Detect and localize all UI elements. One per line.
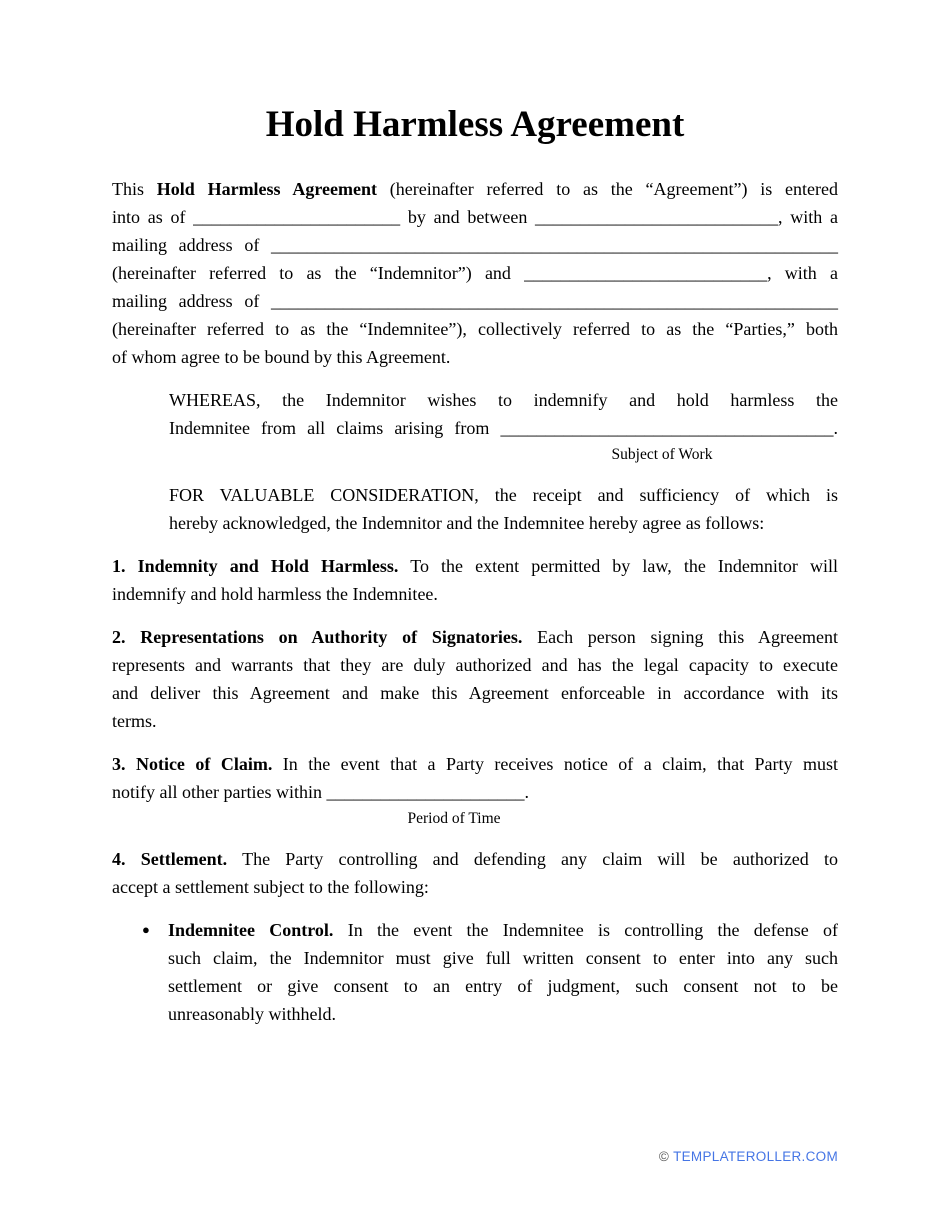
- paragraph-indemnitee-control: [142, 916, 838, 1028]
- period-of-time-label: Period of Time: [407, 810, 501, 827]
- paragraph-whereas: [169, 386, 838, 466]
- body-text: terms.: [112, 711, 157, 731]
- body-text: represents and warrants that they are duly authorized and has the legal capacity to execute: [112, 655, 838, 675]
- text-line: [112, 343, 838, 371]
- footer: [659, 1149, 838, 1164]
- bold-text: Hold Harmless Agreement: [156, 179, 377, 199]
- templateroller-link[interactable]: TEMPLATEROLLER.COM: [673, 1149, 838, 1164]
- text-line: [112, 873, 838, 901]
- body-text: mailing address of _______________________________________________________________: [112, 235, 838, 255]
- subject-of-work-label: Subject of Work: [611, 446, 713, 463]
- body-text: To the extent permitted by law, the Indemnitor will: [398, 556, 838, 576]
- text-line: [112, 845, 838, 873]
- body-text: such claim, the Indemnitor must give full written consent to enter into any such: [168, 948, 838, 968]
- body-text: In the event that a Party receives notice of a claim, that Party must: [272, 754, 838, 774]
- bold-text: 3. Notice of Claim.: [112, 754, 273, 774]
- paragraph-representations: [112, 623, 838, 735]
- text-line: [168, 916, 838, 944]
- text-line: [169, 481, 838, 509]
- text-line: [168, 1000, 838, 1028]
- paragraph-notice: [112, 750, 838, 830]
- paragraph-consideration: [169, 481, 838, 537]
- bold-text: 1. Indemnity and Hold Harmless.: [112, 556, 399, 576]
- body-text: mailing address of _______________________________________________________________: [112, 291, 838, 311]
- document-content: [112, 0, 838, 1043]
- text-line: [112, 315, 838, 343]
- body-text: FOR VALUABLE CONSIDERATION, the receipt and sufficiency of which is: [169, 485, 838, 505]
- text-line: [169, 386, 838, 414]
- body-text: into as of _______________________ by and between ___________________________, with a: [112, 207, 838, 227]
- text-line: [112, 750, 838, 778]
- text-line: [168, 972, 838, 1000]
- text-line: [112, 287, 838, 315]
- body-text: (hereinafter referred to as the “Indemnitee”), collectively referred to as the “Parties,” both: [112, 319, 838, 339]
- text-line: [112, 552, 838, 580]
- text-line: [112, 203, 838, 231]
- body-text: In the event the Indemnitee is controlling the defense of: [333, 920, 838, 940]
- page-title: Hold Harmless Agreement: [265, 104, 685, 145]
- body-text: (hereinafter referred to as the “Agreement”) is entered: [376, 179, 838, 199]
- text-line: [112, 679, 838, 707]
- text-line: [112, 778, 838, 806]
- body-text: The Party controlling and defending any claim will be authorized to: [227, 849, 839, 869]
- text-line: [168, 944, 838, 972]
- body-text: WHEREAS, the Indemnitor wishes to indemnify and hold harmless the: [169, 390, 838, 410]
- text-line: [112, 623, 838, 651]
- body-text: This: [112, 179, 157, 199]
- text-line: [112, 259, 838, 287]
- paragraph-intro: [112, 175, 838, 371]
- body-text: unreasonably withheld.: [168, 1004, 336, 1024]
- text-line: [112, 231, 838, 259]
- paragraph-settlement: [112, 845, 838, 901]
- body-text: Indemnitee from all claims arising from _____________________________________.: [169, 418, 838, 438]
- text-line: [169, 509, 838, 537]
- bullet-icon: ●: [142, 922, 150, 937]
- body-text: settlement or give consent to an entry of judgment, such consent not to be: [168, 976, 838, 996]
- bold-text: 2. Representations on Authority of Signatories.: [112, 627, 523, 647]
- copyright-icon: ©: [658, 1149, 670, 1164]
- text-line: [112, 175, 838, 203]
- body-text: accept a settlement subject to the following:: [112, 877, 429, 897]
- document-body: [112, 175, 838, 1028]
- text-line: [112, 580, 838, 608]
- bold-text: 4. Settlement.: [112, 849, 228, 869]
- body-text: of whom agree to be bound by this Agreement.: [112, 347, 451, 367]
- body-text: hereby acknowledged, the Indemnitor and the Indemnitee hereby agree as follows:: [169, 513, 765, 533]
- text-line: [112, 651, 838, 679]
- text-line: [169, 414, 838, 442]
- body-text: (hereinafter referred to as the “Indemnitor”) and ___________________________, with a: [112, 263, 838, 283]
- body-text: Each person signing this Agreement: [522, 627, 838, 647]
- text-line: [112, 707, 838, 735]
- body-text: and deliver this Agreement and make this Agreement enforceable in accordance with its: [112, 683, 838, 703]
- body-text: indemnify and hold harmless the Indemnitee.: [112, 584, 438, 604]
- paragraph-indemnity: [112, 552, 838, 608]
- body-text: notify all other parties within ______________________.: [112, 782, 529, 802]
- bold-text: Indemnitee Control.: [168, 920, 334, 940]
